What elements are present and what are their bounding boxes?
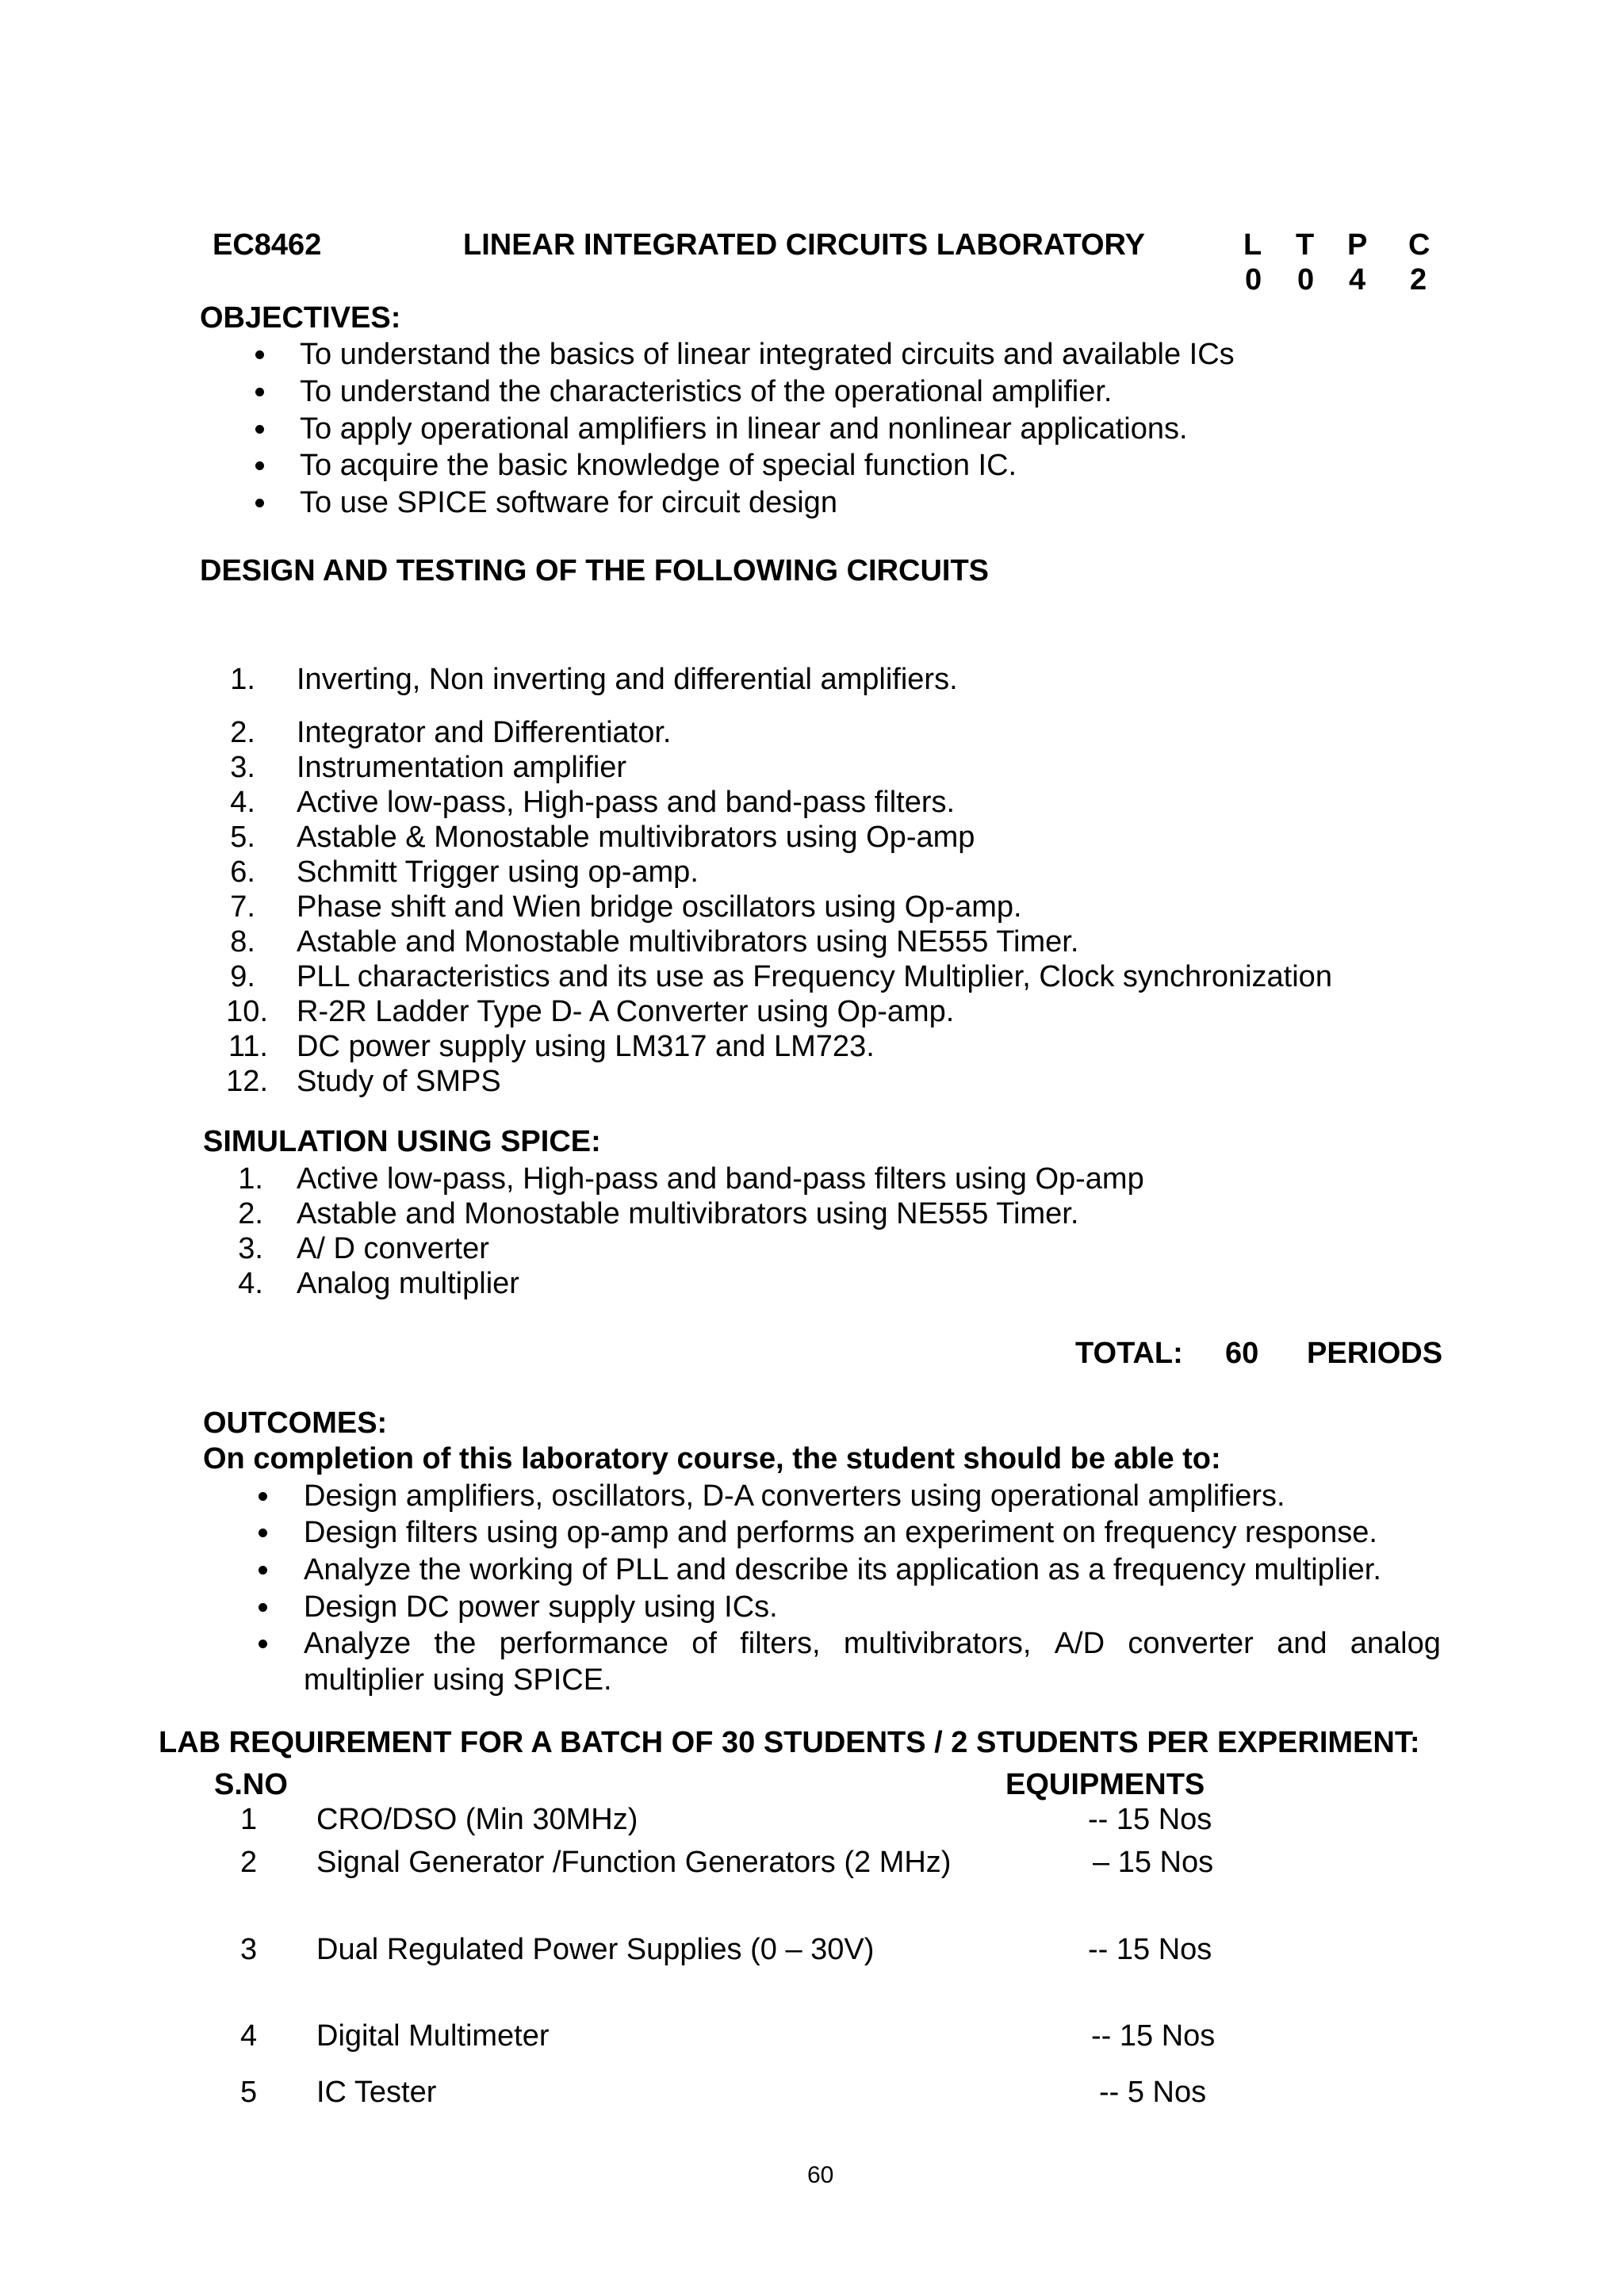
list-item: PLL characteristics and its use as Frequency Multiplier, Clock synchronization: [297, 960, 1332, 993]
list-item: R-2R Ladder Type D- A Converter using Op-amp.: [297, 995, 955, 1028]
list-item: Study of SMPS: [297, 1065, 501, 1098]
course-code: EC8462: [213, 228, 322, 262]
outcome-item: Design filters using op-amp and performs an experiment on frequency response.: [304, 1516, 1377, 1549]
bullet-icon: [255, 425, 264, 434]
course-title: LINEAR INTEGRATED CIRCUITS LABORATORY: [463, 228, 1145, 262]
ltpc-label-l: L: [1243, 228, 1262, 262]
ltpc-value-p: 4: [1349, 263, 1366, 297]
equipment-qty: -- 5 Nos: [1099, 2076, 1207, 2109]
list-item: Phase shift and Wien bridge oscillators using Op-amp.: [297, 890, 1022, 924]
objective-item: To use SPICE software for circuit design: [300, 486, 837, 519]
list-number: 6.: [230, 855, 255, 889]
objectives-heading: OBJECTIVES:: [200, 301, 401, 335]
outcome-item: Design DC power supply using ICs.: [304, 1590, 778, 1624]
sno-cell: 4: [240, 2019, 258, 2053]
objective-item: To apply operational amplifiers in linear and nonlinear applications.: [300, 412, 1188, 446]
sno-cell: 2: [240, 1846, 258, 1879]
list-number: 4.: [238, 1267, 263, 1300]
ltpc-label-c: C: [1408, 228, 1431, 262]
outcome-item-justified: [304, 1625, 1441, 1662]
bullet-icon: [255, 350, 264, 359]
bullet-icon: [259, 1640, 267, 1648]
word: filters,: [740, 1627, 821, 1660]
total-label: TOTAL:: [1075, 1337, 1183, 1370]
list-number: 2.: [238, 1197, 263, 1230]
list-item: Active low-pass, High-pass and band-pass filters using Op-amp: [297, 1162, 1144, 1196]
word: the: [434, 1627, 477, 1660]
objective-item: To understand the characteristics of the operational amplifier.: [300, 375, 1113, 408]
outcome-item: Design amplifiers, oscillators, D-A converters using operational amplifiers.: [304, 1479, 1285, 1513]
objective-item: To understand the basics of linear integrated circuits and available ICs: [300, 338, 1235, 371]
list-number: 12.: [226, 1065, 268, 1098]
list-number: 9.: [230, 960, 255, 993]
bullet-icon: [259, 1566, 267, 1575]
list-number: 3.: [238, 1232, 263, 1265]
outcomes-subheading: On completion of this laboratory course, the student should be able to:: [203, 1442, 1221, 1475]
outcome-item-continuation: multiplier using SPICE.: [304, 1663, 612, 1697]
equipment-qty: -- 15 Nos: [1088, 1933, 1212, 1966]
bullet-icon: [255, 388, 264, 396]
equipment-qty: -- 15 Nos: [1091, 2019, 1216, 2053]
list-item: Schmitt Trigger using op-amp.: [297, 855, 699, 889]
equipment-name: Dual Regulated Power Supplies (0 – 30V): [316, 1933, 875, 1966]
list-number: 10.: [226, 995, 268, 1028]
outcome-item: Analyze the working of PLL and describe its application as a frequency multiplier.: [304, 1553, 1381, 1586]
bullet-icon: [255, 499, 264, 507]
list-number: 1.: [238, 1162, 263, 1196]
list-item: Analog multiplier: [297, 1267, 519, 1300]
equipment-name: IC Tester: [316, 2076, 437, 2109]
design-heading: DESIGN AND TESTING OF THE FOLLOWING CIRCUITS: [200, 554, 990, 587]
list-item: Integrator and Differentiator.: [297, 716, 672, 749]
equipment-name: Digital Multimeter: [316, 2019, 550, 2053]
list-number: 1.: [230, 663, 255, 696]
equipment-name: CRO/DSO (Min 30MHz): [316, 1803, 638, 1836]
word: and: [1277, 1627, 1327, 1660]
list-item: Astable & Monostable multivibrators using Op-amp: [297, 821, 975, 854]
sno-cell: 1: [240, 1803, 258, 1836]
ltpc-label-t: T: [1296, 228, 1315, 262]
objective-item: To acquire the basic knowledge of special function IC.: [300, 449, 1017, 482]
list-item: Active low-pass, High-pass and band-pass filters.: [297, 786, 956, 819]
word: of: [691, 1627, 717, 1660]
ltpc-value-c: 2: [1410, 263, 1427, 297]
outcomes-heading: OUTCOMES:: [203, 1406, 388, 1440]
list-item: Inverting, Non inverting and differential amplifiers.: [297, 663, 958, 696]
ltpc-value-t: 0: [1297, 263, 1315, 297]
page-number: 60: [807, 2162, 834, 2188]
word: A/D: [1054, 1627, 1105, 1660]
list-number: 7.: [230, 890, 255, 924]
list-number: 8.: [230, 925, 255, 959]
total-unit: PERIODS: [1307, 1337, 1443, 1370]
list-number: 4.: [230, 786, 255, 819]
word: performance: [499, 1627, 668, 1660]
word: multivibrators,: [843, 1627, 1032, 1660]
list-number: 2.: [230, 716, 255, 749]
word: converter: [1128, 1627, 1254, 1660]
simulation-heading: SIMULATION USING SPICE:: [203, 1125, 601, 1158]
sno-cell: 3: [240, 1933, 258, 1966]
list-number: 5.: [230, 821, 255, 854]
lab-heading: LAB REQUIREMENT FOR A BATCH OF 30 STUDENTS / 2 STUDENTS PER EXPERIMENT:: [159, 1726, 1420, 1759]
list-item: Astable and Monostable multivibrators using NE555 Timer.: [297, 1197, 1079, 1230]
col-sno-header: S.NO: [214, 1768, 288, 1801]
bullet-icon: [259, 1603, 267, 1612]
bullet-icon: [259, 1529, 267, 1537]
sno-cell: 5: [240, 2076, 258, 2109]
equipment-qty: – 15 Nos: [1093, 1846, 1214, 1879]
word: Analyze: [304, 1627, 412, 1660]
list-number: 11.: [228, 1030, 268, 1063]
list-item: Astable and Monostable multivibrators using NE555 Timer.: [297, 925, 1079, 959]
bullet-icon: [259, 1492, 267, 1501]
list-number: 3.: [230, 751, 255, 784]
list-item: DC power supply using LM317 and LM723.: [297, 1030, 875, 1063]
equipment-qty: -- 15 Nos: [1088, 1803, 1212, 1836]
list-item: Instrumentation amplifier: [297, 751, 627, 784]
ltpc-value-l: 0: [1245, 263, 1262, 297]
ltpc-label-p: P: [1347, 228, 1368, 262]
list-item: A/ D converter: [297, 1232, 489, 1265]
total-value: 60: [1225, 1337, 1259, 1370]
equipment-name: Signal Generator /Function Generators (2 MHz): [316, 1846, 952, 1879]
bullet-icon: [255, 461, 264, 470]
col-equipments-header: EQUIPMENTS: [1005, 1768, 1205, 1801]
word: analog: [1350, 1627, 1441, 1660]
